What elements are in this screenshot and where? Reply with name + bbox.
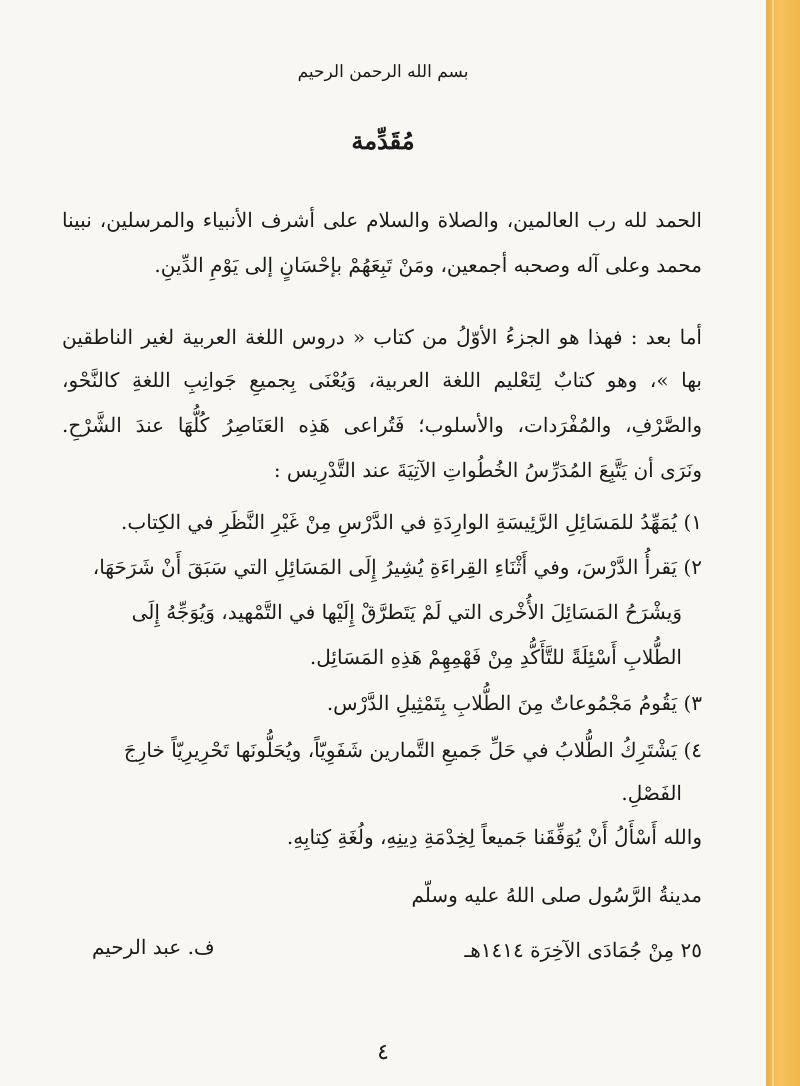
step-line: الطُّلابِ أَسْئِلَةً للتَّأَكُّدِ مِنْ فَهْمِهِمْ هَذِهِ المَسَائِل. — [309, 645, 682, 669]
step-line: ٤) يَشْتَرِكُ الطُّلابُ في حَلِّ جَميعِ التَّمارين شَفَوِيّاً، ويُحَلُّونَها تَحْرِيرِيّاً خارِجَ — [123, 738, 702, 762]
page-number: ٤ — [377, 1040, 389, 1065]
author-signature: ف. عبد الرحيم — [92, 935, 215, 959]
place-line: مدينةُ الرَّسُول صلى اللهُ عليه وسلّم — [411, 883, 702, 907]
step-line: الفَصْلِ. — [621, 781, 682, 805]
closing-line: والله أَسْأَلُ أَنْ يُوَفِّقَنا جَميعاً لِخِدْمَةِ دِينِهِ، ولُغَةِ كِتابِهِ. — [286, 825, 702, 849]
paragraph2-line: والصَّرْفِ، والمُفْرَدات، والأسلوب؛ فَتُراعى هَذِه العَنَاصِرُ كُلُّهَا عندَ الشَّرْحِ. — [62, 413, 702, 437]
page-title: مُقَدِّمة — [351, 126, 415, 155]
basmala: بسم الله الرحمن الرحيم — [297, 62, 469, 82]
paragraph2-line: بها »، وهو كتابٌ لِتَعْليم اللغة العربية، وَيُعْنَى بِجميعِ جَوانِبِ اللغةِ كالنَّحْو، — [62, 368, 702, 392]
date-line: ٢٥ مِنْ جُمَادَى الآخِرَة ١٤١٤هـ — [464, 938, 702, 962]
book-spine-edge — [766, 0, 800, 1086]
step-line: وَيشْرَحُ المَسَائِلَ الأُخْرى التي لَمْ يَتَطرَّقْ إِلَيْها في التَّمْهيد، وَيُوَجِّهُ إِلَى — [131, 600, 682, 624]
paragraph2-line: ونَرَى أن يَتَّبِعَ المُدَرِّسُ الخُطُواتِ الآتِيَةَ عند التَّدْرِيس : — [273, 458, 702, 482]
step-line: ٢) يَقرأُ الدَّرْسَ، وفي أَثْنَاءِ القِراءَةِ يُشِيرُ إِلَى المَسَائِلِ التي سَبَقَ أَنْ شَرَحَهَا، — [92, 555, 702, 579]
step-line: ٣) يَقُومُ مَجْمُوعاتٌ مِنَ الطُّلابِ بِتَمْثِيلِ الدَّرْس. — [326, 691, 702, 715]
paragraph1-line: محمد وعلى آله وصحبه أجمعين، ومَنْ تَبِعَهُمْ بإحْسَانٍ إلى يَوْمِ الدِّينِ. — [154, 253, 702, 277]
step-line: ١) يُمَهِّدُ للمَسَائِلِ الرَّئِيسَةِ الوارِدَةِ في الدَّرْسِ مِنْ غَيْرِ النَّظَرِ في الكِتاب. — [121, 510, 702, 534]
paragraph1-line: الحمد لله رب العالمين، والصلاة والسلام على أشرف الأنبياء والمرسلين، نبينا — [62, 208, 702, 232]
paragraph2-line: أما بعد : فهذا هو الجزءُ الأوّلُ من كتاب « دروس اللغة العربية لغير الناطقين — [62, 325, 702, 349]
